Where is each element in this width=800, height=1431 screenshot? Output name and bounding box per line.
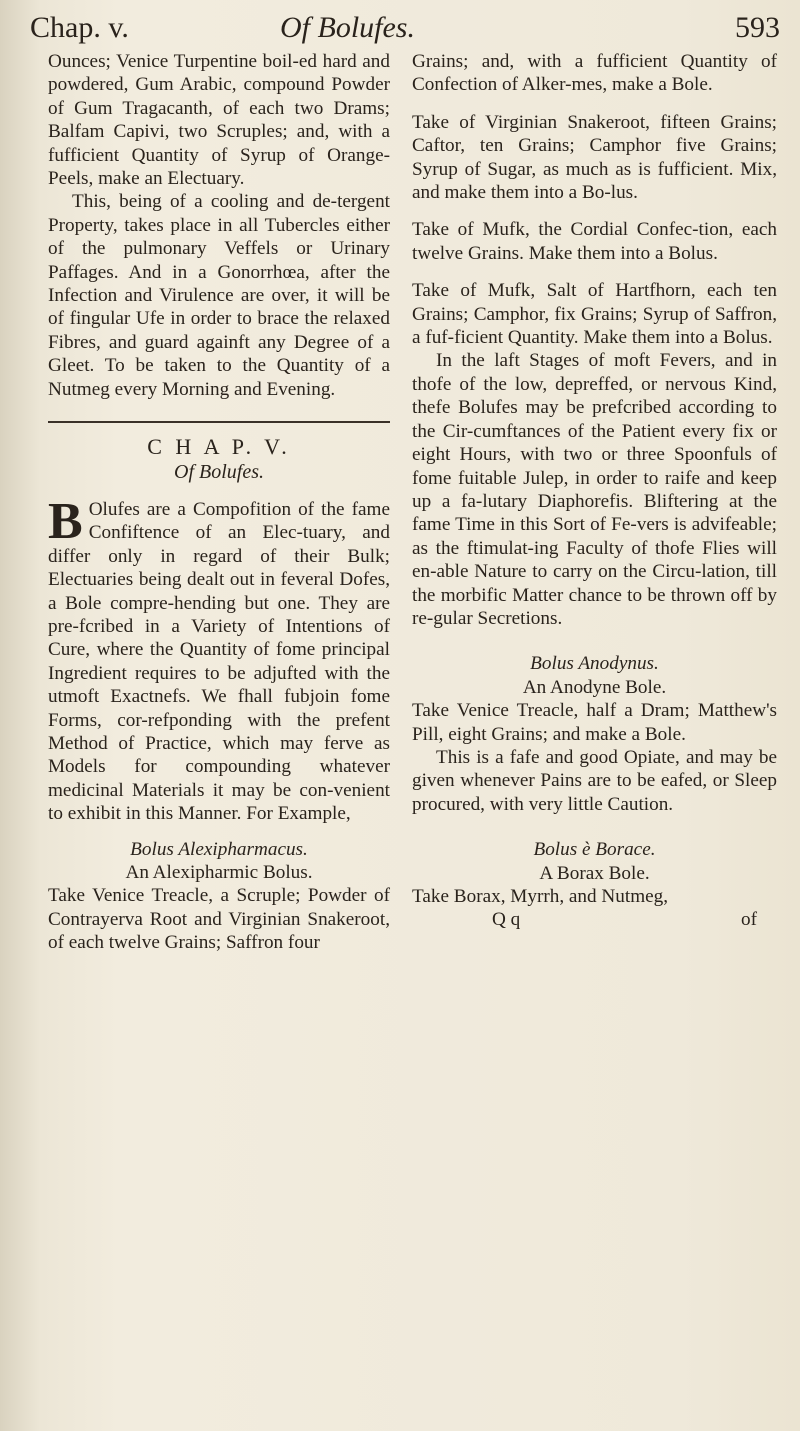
formula-title: Bolus Alexipharmacus. bbox=[130, 838, 308, 860]
right-paragraph-5: In the laft Stages of moft Fevers, and in thofe of the low, depreffed, or nervous Kind, thefe Bolufes may be prefcribed according to the Cir-cumftances of the Patient every fix or eight Hours, with two or three Spoonfuls of fome fuitable Julep, in order to raife and keep up a fa-lutary Diaphorefis. Bliftering at the fame Time in this Sort of Fe-vers is advifeable; as the ftimulat-ing Faculty of thofe Flies will en-able Nature to carry on the Circu-lation, till the morbific Matter chance to be thrown off by re-gular Secretions. bbox=[412, 350, 777, 629]
page-number: 593 bbox=[735, 11, 780, 44]
section-divider bbox=[48, 421, 390, 423]
chapter-heading: C H A P. V. bbox=[147, 434, 291, 460]
left-paragraph-2: This, being of a cooling and de-tergent Property, takes place in all Tubercles either of the pulmonary Veffels or Urinary Paffages. And in a Gonorrhœa, after the Infection and Virulence are over, it will be of fingular Ufe in order to brace the relaxed Fibres, and guard againft any Degree of a Gleet. To be taken to the Quantity of a Nutmeg every Morning and Evening. bbox=[48, 191, 390, 400]
formula-2-text: Take Borax, Myrrh, and Nutmeg, bbox=[412, 886, 669, 907]
right-paragraph-2: Take of Virginian Snakeroot, fifteen Grains; Caftor, ten Grains; Camphor five Grains; Syrup of Sugar, as much as is fufficient. Mix, and make them into a Bo-lus. bbox=[412, 111, 777, 204]
formula-1-text: Take Venice Treacle, half a Dram; Matthew's Pill, eight Grains; and make a Bole. bbox=[412, 700, 777, 745]
intro-block bbox=[48, 492, 390, 826]
catchword: of bbox=[741, 909, 757, 931]
formula-2-title: Bolus è Borace. bbox=[533, 839, 656, 861]
right-paragraph-6: This is a fafe and good Opiate, and may be given whenever Pains are to be eafed, or Sleep procured, with very little Caution. bbox=[412, 746, 777, 815]
formula-text: Take Venice Treacle, a Scruple; Powder of Contrayerva Root and Virginian Snakeroot, of each twelve Grains; Saffron four bbox=[48, 885, 390, 954]
right-paragraph-4: Take of Mufk, Salt of Hartfhorn, each ten Grains; Camphor, fix Grains; Syrup of Saffron, a fuf-ficient Quantity. Make them into a Bolus. bbox=[412, 280, 777, 349]
left-paragraph-1: Ounces; Venice Turpentine boil-ed hard and powdered, Gum Arabic, compound Powder of Gum Tragacanth, of each two Drams; Balfam Capivi, two Scruples; and, with a fufficient Quantity of Syrup of Orange-Peels, make an Electuary. bbox=[48, 51, 390, 190]
formula-1-title: Bolus Anodynus. bbox=[530, 653, 659, 675]
left-column bbox=[48, 50, 390, 955]
right-paragraph-3: Take of Mufk, the Cordial Confec-tion, each twelve Grains. Make them into a Bolus. bbox=[412, 219, 777, 264]
right-paragraph-1: Grains; and, with a fufficient Quantity of Confection of Alker-mes, make a Bole. bbox=[412, 51, 777, 96]
page-footer bbox=[412, 908, 777, 932]
running-title: Of Bolufes. bbox=[280, 11, 415, 44]
intro-paragraph: Olufes are a Compofition of the fame Confiftence of an Elec-tuary, and differ only in regard of their Bulk; Electuaries being dealt out in feveral Dofes, a Bole compre-hending but one. They are pre-fcribed in a Variety of Intentions of Cure, where the Quantity of fome principal Ingredient requires to be adjufted with the utmoft Exactnefs. We fhall fubjoin fome Forms, cor-refponding with the prefent Method of Practice, which may ferve as Models for compounding whatever medicinal Materials it may be con-venient to exhibit in this Manner. For Example, bbox=[48, 498, 390, 825]
formula-2-subtitle: A Borax Bole. bbox=[539, 862, 650, 884]
right-column bbox=[412, 50, 777, 932]
formula-subtitle: An Alexipharmic Bolus. bbox=[125, 862, 313, 883]
running-header bbox=[30, 8, 780, 48]
chapter-subheading: Of Bolufes. bbox=[174, 460, 264, 483]
formula-1-subtitle: An Anodyne Bole. bbox=[522, 676, 667, 698]
chapter-label: Chap. v. bbox=[30, 11, 129, 44]
signature-mark: Q q bbox=[492, 909, 521, 931]
drop-cap: B bbox=[48, 492, 83, 550]
